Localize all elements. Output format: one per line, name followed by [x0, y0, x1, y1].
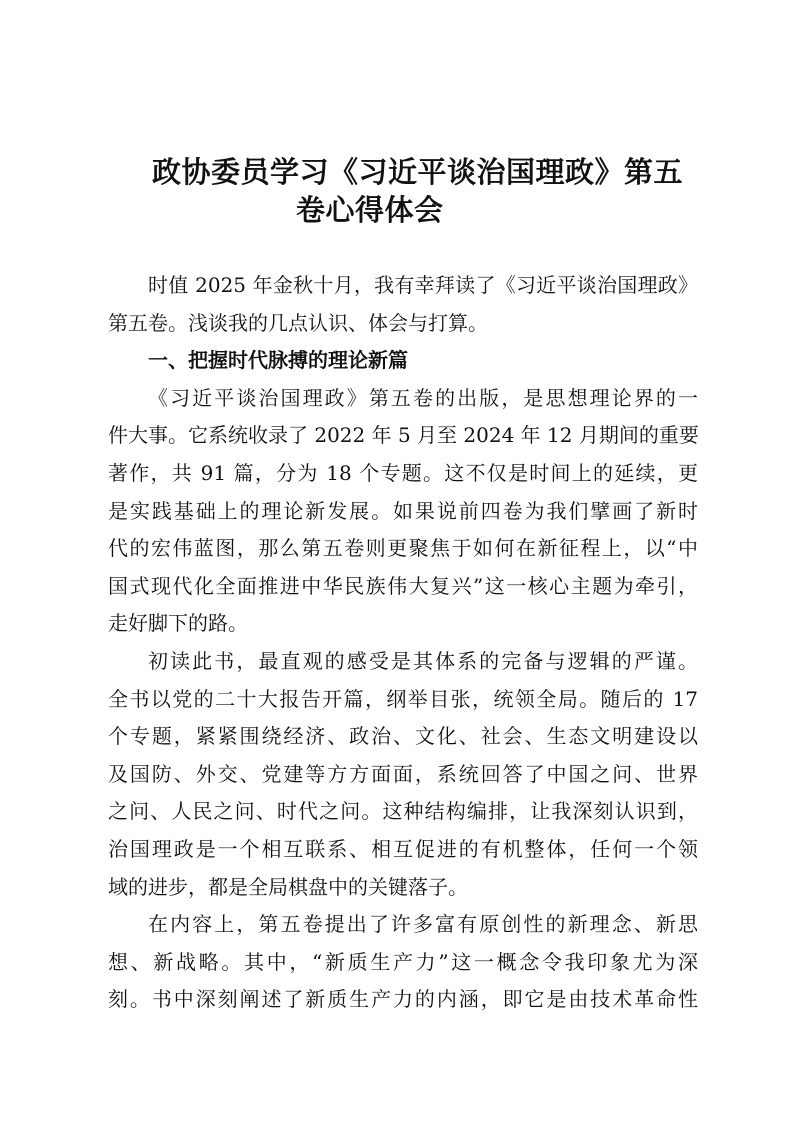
- text-line: 刻。书中深刻阐述了新质生产力的内涵，即它是由技术革命性: [108, 987, 698, 1012]
- section-heading: [108, 342, 698, 380]
- document-title-line-2: 卷心得体会: [296, 193, 444, 227]
- text-line: 国式现代化全面推进中华民族伟大复兴”这一核心主题为牵引，: [108, 573, 698, 598]
- text-line: 个专题，紧紧围绕经济、政治、文化、社会、生态文明建设以: [108, 724, 698, 749]
- text-line: 件大事。它系统收录了 2022 年 5 月至 2024 年 12 月期间的重要: [108, 423, 699, 448]
- text-line: 是实践基础上的理论新发展。如果说前四卷为我们擘画了新时: [108, 498, 698, 523]
- paragraph: [108, 267, 698, 342]
- text-line: 走好脚下的路。: [108, 611, 248, 636]
- text-line: 想、新战略。其中，“新质生产力”这一概念令我印象尤为深: [108, 949, 698, 974]
- paragraph: [108, 906, 698, 1019]
- text-line: 《习近平谈治国理政》第五卷的出版，是思想理论界的一: [148, 385, 698, 410]
- text-line: 著作，共 91 篇，分为 18 个专题。这不仅是时间上的延续，更: [108, 460, 698, 485]
- document-title-line-1: 政协委员学习《习近平谈治国理政》第五: [152, 155, 684, 189]
- text-line: 初读此书，最直观的感受是其体系的完备与逻辑的严谨。: [148, 648, 698, 673]
- text-line: 治国理政是一个相互联系、相互促进的有机整体，任何一个领: [108, 836, 698, 861]
- text-line: 时值 2025 年金秋十月，我有幸拜读了《习近平谈治国理政》: [148, 273, 698, 297]
- text-line: 代的宏伟蓝图，那么第五卷则更聚焦于如何在新征程上，以“中: [108, 536, 698, 561]
- text-line: 第五卷。浅谈我的几点认识、体会与打算。: [108, 310, 488, 335]
- text-line: 域的进步，都是全局棋盘中的关键落子。: [108, 874, 468, 899]
- text-line: 之问、人民之问、时代之问。这种结构编排，让我深刻认识到，: [108, 799, 698, 824]
- document-body: [108, 267, 698, 1019]
- paragraph: [108, 643, 698, 906]
- text-line: 一、把握时代脉搏的理论新篇: [148, 348, 408, 373]
- paragraph: [108, 380, 698, 643]
- text-line: 及国防、外交、党建等方方面面，系统回答了中国之问、世界: [108, 761, 698, 786]
- text-line: 全书以党的二十大报告开篇，纲举目张，统领全局。随后的 17: [108, 686, 698, 711]
- text-line: 在内容上，第五卷提出了许多富有原创性的新理念、新思: [148, 912, 698, 937]
